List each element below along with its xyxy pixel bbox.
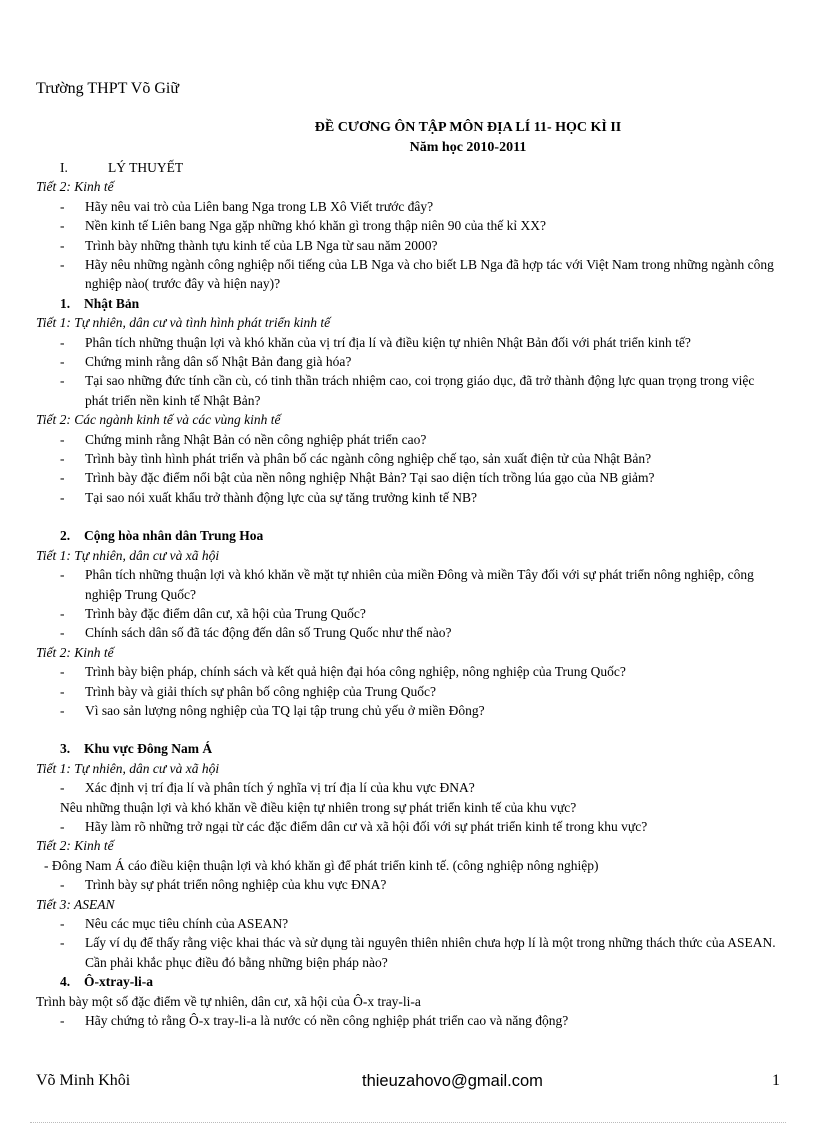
section-heading-china: 2. Cộng hòa nhân dân Trung Hoa [60,528,264,544]
lesson-heading: Tiết 1: Tự nhiên, dân cư và tình hình phát triển kinh tế [36,315,331,331]
footer-email: thieuzahovo@gmail.com [362,1072,543,1090]
lesson-heading: Tiết 2: Kinh tế [36,838,114,854]
paragraph: Nêu những thuận lợi và khó khăn về điều kiện tự nhiên trong sự phát triển kinh tế của khu vực? [60,799,577,815]
list-item: - Hãy nêu những ngành công nghiệp nổi tiếng của LB Nga và cho biết LB Nga đã hợp tác với Việt Nam trong những ngành công nghiệp nào( trước đây và hiện nay)? [60,257,774,292]
lesson-heading: Tiết 3: ASEAN [36,896,115,912]
list-item: - Trình bày những thành tựu kinh tế của LB Nga từ sau năm 2000? [60,237,438,253]
list-item: - Nền kinh tế Liên bang Nga gặp những khó khăn gì trong thập niên 90 của thế kỉ XX? [60,218,546,234]
school-name: Trường THPT Võ Giữ [36,80,180,97]
section-heading-japan: 1. Nhật Bản [60,295,140,311]
list-item: - Chính sách dân số đã tác động đến dân số Trung Quốc như thế nào? [60,625,452,641]
lesson-heading: Tiết 1: Tự nhiên, dân cư và xã hội [36,760,220,776]
lesson-heading: Tiết 2: Kinh tế [36,644,114,660]
list-item: - Vì sao sản lượng nông nghiệp của TQ lại tập trung chủ yếu ở miền Đông? [60,702,485,718]
document-title: ĐỀ CƯƠNG ÔN TẬP MÔN ĐỊA LÍ 11- HỌC KÌ II [314,120,622,135]
section-heading-australia: 4. Ô-xtray-li-a [60,974,153,990]
list-item: - Trình bày sự phát triển nông nghiệp của khu vực ĐNA? [60,877,387,893]
list-item: - Trình bày đặc điểm dân cư, xã hội của Trung Quốc? [60,605,366,621]
section-heading-southeast-asia: 3. Khu vực Đông Nam Á [60,741,213,757]
page-number: 1 [772,1072,780,1089]
list-item: - Chứng minh rằng dân số Nhật Bản đang già hóa? [60,354,352,370]
section-heading-theory [36,158,781,177]
list-item: - Phân tích những thuận lợi và khó khăn của vị trí địa lí và điều kiện tự nhiên Nhật Bản đối với phát triển kinh tế? [60,334,691,350]
list-item: - Chứng minh rằng Nhật Bản có nền công nghiệp phát triển cao? [60,431,427,447]
list-item: - Xác định vị trí địa lí và phân tích ý nghĩa vị trí địa lí của khu vực ĐNA? [60,780,475,796]
list-item: - Tại sao nói xuất khẩu trở thành động lực của sự tăng trưởng kinh tế NB? [60,489,478,505]
paragraph: Trình bày một số đặc điểm về tự nhiên, dân cư, xã hội của Ô-x tray-li-a [36,993,421,1009]
paragraph: - Đông Nam Á cáo điều kiện thuận lợi và khó khăn gì để phát triển kinh tế. (công nghiệp nông nghiệp) [44,857,599,873]
list-item: - Lấy ví dụ để thấy rằng việc khai thác và sử dụng tài nguyên thiên nhiên chưa hợp lí là một trong những thách thức của ASEAN. Cần phải khắc phục điều đó bằng những biện pháp nào? [60,935,776,970]
lesson-heading: Tiết 1: Tự nhiên, dân cư và xã hội [36,547,220,563]
section-title: LÝ THUYẾT [108,160,184,175]
list-item: - Trình bày tình hình phát triển và phân bố các ngành công nghiệp chế tạo, sản xuất điện tử của Nhật Bản? [60,451,652,467]
lesson-heading: Tiết 2: Kinh tế [36,179,114,195]
list-item: - Phân tích những thuận lợi và khó khăn về mặt tự nhiên của miền Đông và miền Tây đối với sự phát triển nông nghiệp, công nghiệp Trung Quốc? [60,567,754,602]
section-number: I. [60,160,68,175]
list-item: - Nêu các mục tiêu chính của ASEAN? [60,916,289,932]
list-item: - Trình bày đặc điểm nổi bật của nền nông nghiệp Nhật Bản? Tại sao diện tích trồng lúa gạo của NB giảm? [60,470,655,486]
list-item: - Tại sao những đức tính cần cù, có tinh thần trách nhiệm cao, coi trọng giáo dục, đã trở thành động lực quan trọng trong việc phát triển nền kinh tế Nhật Bản? [60,373,755,408]
list-item: - Hãy nêu vai trò của Liên bang Nga trong LB Xô Viết trước đây? [60,198,434,214]
school-year: Năm học 2010-2011 [409,140,527,155]
document-body [36,158,781,1030]
list-item: - Hãy làm rõ những trở ngại từ các đặc điểm dân cư và xã hội đối với sự phát triển kinh tế trong khu vực? [60,818,648,834]
list-item: - Trình bày và giải thích sự phân bố công nghiệp của Trung Quốc? [60,683,437,699]
list-item: - Hãy chứng tỏ rằng Ô-x tray-li-a là nước có nền công nghiệp phát triển cao và năng động? [60,1013,569,1029]
footer-author: Võ Minh Khôi [36,1072,131,1089]
list-item: - Trình bày biện pháp, chính sách và kết quả hiện đại hóa công nghiệp, nông nghiệp của Trung Quốc? [60,664,626,680]
lesson-heading: Tiết 2: Các ngành kinh tế và các vùng kinh tế [36,412,281,428]
